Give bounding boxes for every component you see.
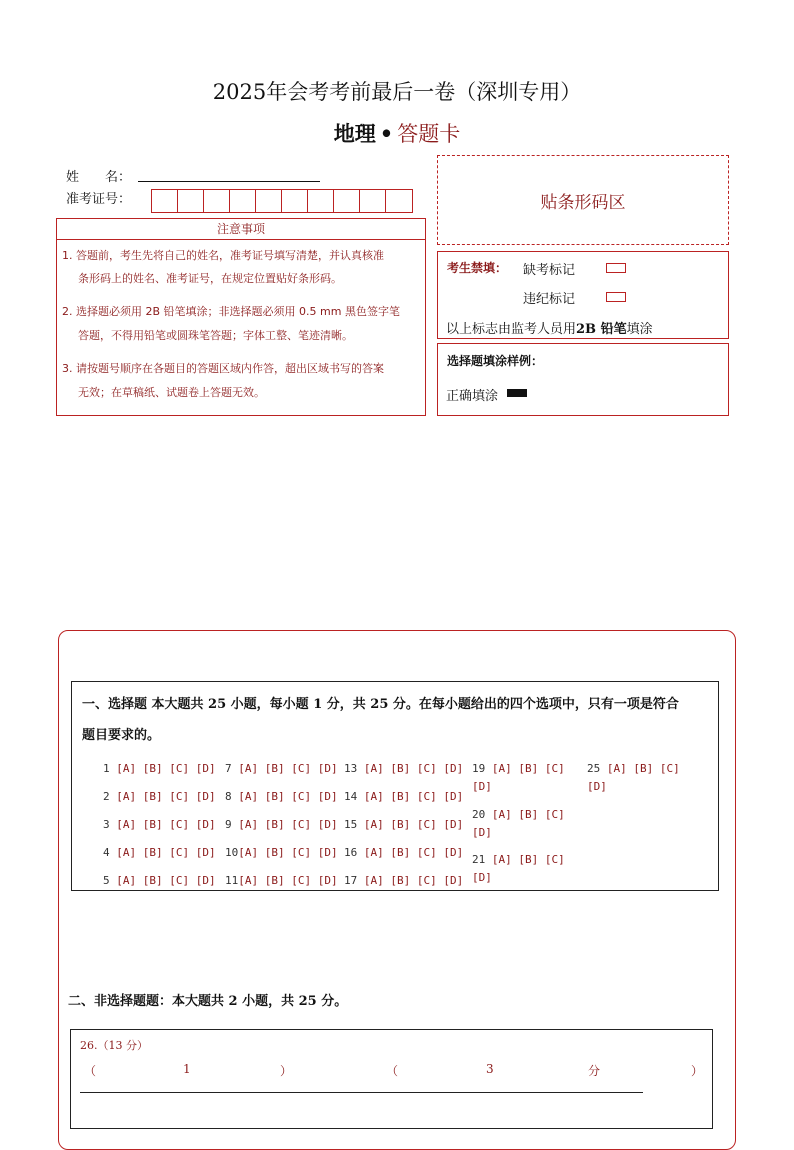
answer-options[interactable]: [A] [B] [C] <box>491 808 565 821</box>
q26-paren: ） <box>280 1064 293 1078</box>
violation-label: 违纪标记 <box>523 292 576 307</box>
question-row[interactable] <box>225 874 338 887</box>
answer-options[interactable]: [A] [B] [C] [D] <box>363 846 464 859</box>
question-row[interactable] <box>225 790 338 803</box>
q26-sub-number: 1 <box>183 1062 191 1076</box>
subject-name: 地理 <box>333 121 376 146</box>
id-number-boxes[interactable] <box>151 189 413 213</box>
question-row[interactable] <box>472 762 565 775</box>
question-row[interactable] <box>103 790 216 803</box>
id-digit-box[interactable] <box>334 190 360 212</box>
answer-options[interactable]: [A] [B] [C] <box>491 853 565 866</box>
sample-correct-label: 正确填涂 <box>446 389 499 404</box>
notice-item: 无效；在草稿纸、试题卷上答题无效。 <box>78 386 265 399</box>
question-number: 8 <box>225 790 232 803</box>
question-number: 2 <box>103 790 110 803</box>
subject-title <box>0 118 794 148</box>
question-number: 3 <box>103 818 110 831</box>
notice-item: 3. 请按题号顺序在各题目的答题区域内作答，超出区域书写的答案 <box>62 362 384 375</box>
id-digit-box[interactable] <box>178 190 204 212</box>
id-digit-box[interactable] <box>230 190 256 212</box>
question-number: 11 <box>225 874 239 887</box>
ban-note-prefix: 以上标志由监考人员用 <box>446 322 577 337</box>
answer-options[interactable]: [A] [B] [C] [D] <box>363 790 464 803</box>
question-number: 7 <box>225 762 232 775</box>
answer-options[interactable]: [A] [B] [C] [D] <box>116 790 216 803</box>
notice-item: 2. 选择题必须用 2B 铅笔填涂；非选择题必须用 0.5 mm 黑色签字笔 <box>62 305 400 318</box>
barcode-area <box>437 155 729 245</box>
question-number: 10 <box>225 846 239 859</box>
id-digit-box[interactable] <box>152 190 178 212</box>
question-number: 17 <box>344 874 358 887</box>
answer-option-d[interactable]: [D] <box>472 826 492 839</box>
question-row[interactable] <box>225 846 338 859</box>
answer-options[interactable]: [A] [B] [C] [D] <box>238 790 338 803</box>
id-digit-box[interactable] <box>360 190 386 212</box>
exam-title: 2025年会考考前最后一卷（深圳专用） <box>212 80 582 104</box>
q26-points: 3 <box>486 1062 494 1076</box>
answer-options[interactable]: [A] [B] [C] [D] <box>116 846 216 859</box>
answer-options[interactable]: [A] [B] [C] <box>606 762 680 775</box>
question-number: 19 <box>472 762 486 775</box>
notice-item: 1. 答题前，考生先将自己的姓名，准考证号填写清楚，并认真核准 <box>62 249 384 262</box>
notice-heading: 注意事项 <box>56 218 426 240</box>
id-digit-box[interactable] <box>282 190 308 212</box>
question-row[interactable] <box>103 762 216 775</box>
question-row[interactable] <box>587 762 680 775</box>
choice-title-line1: 一、选择题 本大题共 25 小题，每小题 1 分，共 25 分。在每小题给出的四个选项中，只有一项是符合 <box>82 697 679 712</box>
filled-sample-mark <box>507 389 527 397</box>
q26-answer-box[interactable] <box>70 1029 713 1129</box>
q26-paren: （ <box>84 1064 97 1078</box>
question-row[interactable] <box>344 790 463 803</box>
id-label: 准考证号： <box>66 192 132 207</box>
question-row[interactable] <box>103 846 216 859</box>
question-number: 5 <box>103 874 110 887</box>
question-number: 25 <box>587 762 601 775</box>
q26-heading: 26.（13 分） <box>80 1039 148 1052</box>
q26-paren: （ <box>386 1064 399 1078</box>
ban-note-suffix: 填涂 <box>626 322 653 337</box>
id-digit-box[interactable] <box>204 190 230 212</box>
id-digit-box[interactable] <box>308 190 334 212</box>
name-label: 姓 名： <box>66 170 132 185</box>
q26-paren: ） <box>691 1064 704 1078</box>
question-row[interactable] <box>344 846 463 859</box>
answer-option-d[interactable]: [D] <box>472 871 492 884</box>
answer-options[interactable]: [A] [B] [C] [D] <box>363 874 464 887</box>
title-separator: • <box>379 121 394 146</box>
question-number: 1 <box>103 762 110 775</box>
card-label: 答题卡 <box>397 122 461 146</box>
barcode-label: 贴条形码区 <box>540 192 626 213</box>
answer-options[interactable]: [A] [B] [C] [D] <box>238 846 338 859</box>
ban-label: 考生禁填： <box>447 261 508 275</box>
choice-title-line2: 题目要求的。 <box>82 728 161 743</box>
answer-options[interactable]: [A] [B] [C] [D] <box>116 762 216 775</box>
question-number: 16 <box>344 846 358 859</box>
q26-points-unit: 分 <box>588 1064 601 1078</box>
question-row[interactable] <box>472 853 565 866</box>
answer-options[interactable]: [A] [B] [C] [D] <box>363 818 464 831</box>
question-row[interactable] <box>103 874 216 887</box>
absent-label: 缺考标记 <box>523 263 576 278</box>
violation-mark-box[interactable] <box>606 292 626 302</box>
question-number: 20 <box>472 808 486 821</box>
ban-note <box>446 318 653 337</box>
section2-title: 二、非选择题题：本大题共 2 小题，共 25 分。 <box>68 994 348 1009</box>
question-row[interactable] <box>344 762 463 775</box>
sample-title: 选择题填涂样例： <box>447 354 544 368</box>
question-number: 9 <box>225 818 232 831</box>
notice-item: 条形码上的姓名、准考证号，在规定位置贴好条形码。 <box>78 272 342 285</box>
ban-note-bold: 2B 铅笔 <box>576 322 627 337</box>
name-field[interactable] <box>138 180 320 182</box>
question-number: 15 <box>344 818 358 831</box>
answer-options[interactable]: [A] [B] [C] <box>491 762 565 775</box>
question-number: 13 <box>344 762 358 775</box>
question-row[interactable] <box>225 762 338 775</box>
answer-options[interactable]: [A] [B] [C] [D] <box>116 818 216 831</box>
answer-options[interactable]: [A] [B] [C] [D] <box>116 874 216 887</box>
question-row[interactable] <box>103 818 216 831</box>
answer-options[interactable]: [A] [B] [C] [D] <box>238 818 338 831</box>
question-row[interactable] <box>225 818 338 831</box>
id-digit-box[interactable] <box>386 190 412 212</box>
id-digit-box[interactable] <box>256 190 282 212</box>
answer-option-d[interactable]: [D] <box>472 780 492 793</box>
question-number: 4 <box>103 846 110 859</box>
q26-answer-line[interactable] <box>80 1092 643 1093</box>
notice-item: 答题，不得用铅笔或圆珠笔答题；字体工整、笔迹清晰。 <box>78 329 353 342</box>
question-row[interactable] <box>344 818 463 831</box>
question-row[interactable] <box>344 874 463 887</box>
answer-options[interactable]: [A] [B] [C] [D] <box>238 874 338 887</box>
question-row[interactable] <box>472 808 565 821</box>
question-number: 14 <box>344 790 358 803</box>
answer-option-d[interactable]: [D] <box>587 780 607 793</box>
answer-options[interactable]: [A] [B] [C] [D] <box>363 762 464 775</box>
absent-mark-box[interactable] <box>606 263 626 273</box>
choice-section-title <box>82 689 714 751</box>
answer-options[interactable]: [A] [B] [C] [D] <box>238 762 338 775</box>
question-number: 21 <box>472 853 486 866</box>
